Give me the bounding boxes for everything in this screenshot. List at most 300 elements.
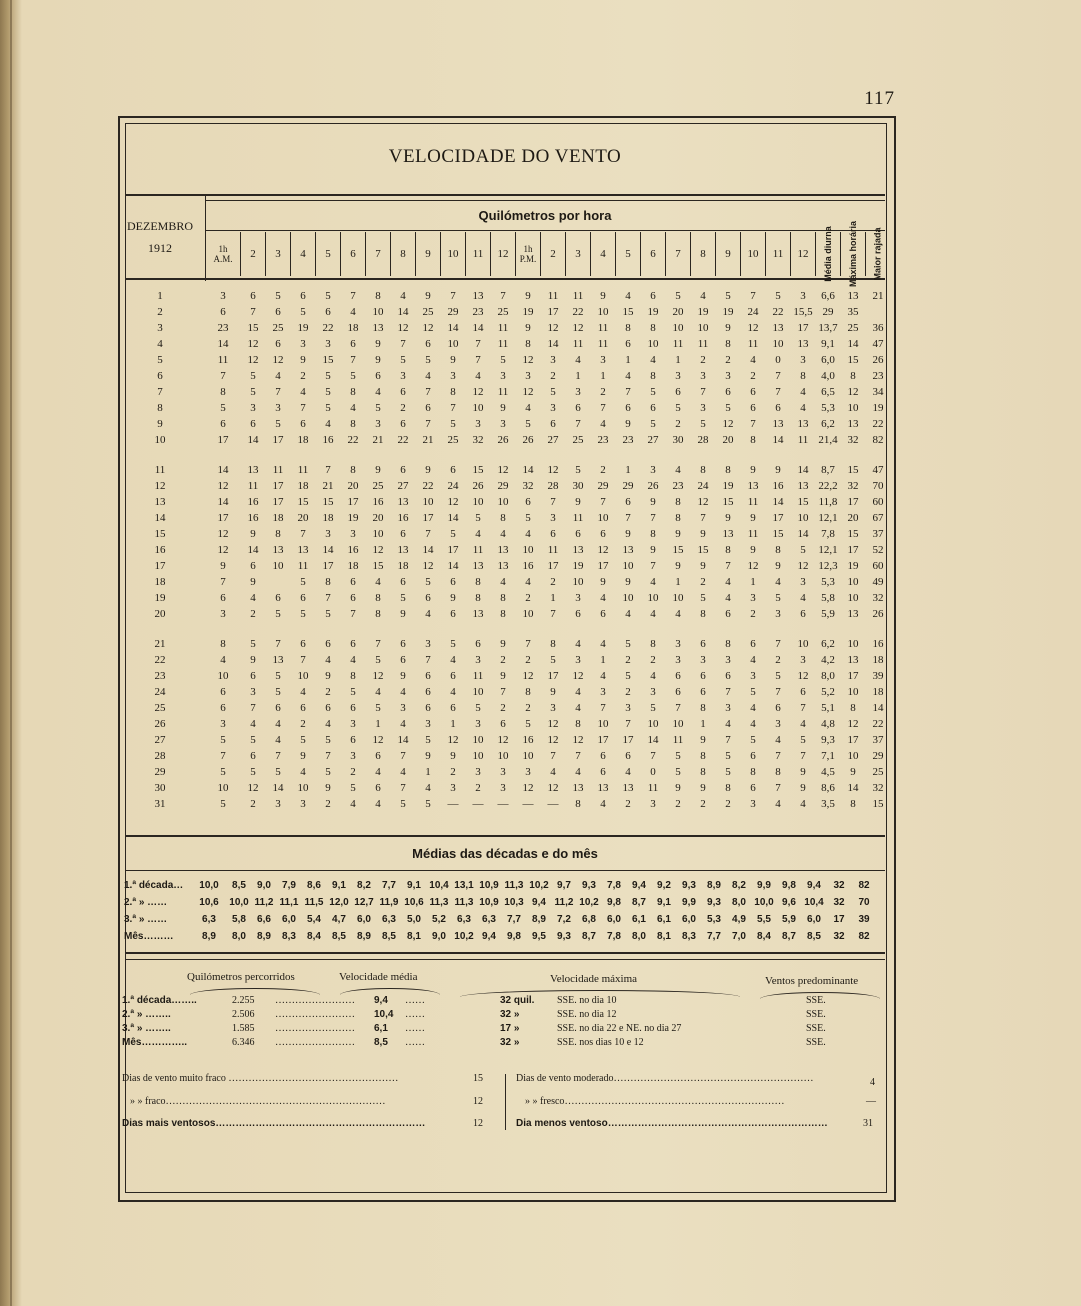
table-cell: 7: [350, 608, 356, 620]
table-cell: 36: [872, 322, 884, 334]
table-cell: 12,3: [818, 560, 838, 572]
table-cell: 0: [650, 766, 656, 778]
table-cell: 52: [872, 544, 884, 556]
table-cell: 9: [425, 464, 431, 476]
book-spine-edge: [10, 0, 12, 1306]
column-divider: [390, 232, 391, 276]
table-cell: 1: [425, 766, 431, 778]
table-cell: 6: [775, 402, 781, 414]
means-cell: 9,8: [782, 880, 796, 891]
means-cell: 10,3: [504, 897, 524, 908]
table-cell: 16: [772, 480, 784, 492]
table-cell: 7: [775, 750, 781, 762]
table-cell: 2: [475, 782, 481, 794]
table-cell: 3: [300, 798, 306, 810]
table-cell: 3: [325, 528, 331, 540]
column-divider: [415, 232, 416, 276]
table-cell: 17: [217, 512, 229, 524]
table-cell: 3: [220, 290, 226, 302]
table-cell: 5: [325, 370, 331, 382]
means-cell: 6,0: [807, 914, 821, 925]
table-cell: 9: [700, 560, 706, 572]
table-cell: 2: [725, 354, 731, 366]
table-cell: 6: [500, 718, 506, 730]
table-cell: 8: [725, 464, 731, 476]
column-divider: [340, 232, 341, 276]
table-cell: 13: [472, 290, 484, 302]
table-cell: 8: [650, 528, 656, 540]
table-cell: 11: [497, 322, 509, 334]
table-cell: 25: [847, 322, 859, 334]
table-cell: 2: [700, 354, 706, 366]
day-label: 15: [154, 528, 166, 540]
table-cell: 4,0: [821, 370, 835, 382]
day-label: 2: [157, 306, 163, 318]
table-cell: 6: [775, 702, 781, 714]
table-cell: 5: [375, 702, 381, 714]
table-cell: 14: [472, 322, 484, 334]
table-cell: 22: [347, 434, 359, 446]
table-cell: 3: [375, 418, 381, 430]
table-cell: 10: [647, 718, 659, 730]
table-cell: 15: [847, 354, 859, 366]
table-cell: 4: [250, 718, 256, 730]
table-cell: 8: [375, 290, 381, 302]
table-cell: 14: [447, 560, 459, 572]
table-cell: 6: [650, 290, 656, 302]
table-cell: 6: [325, 702, 331, 714]
table-cell: 2: [550, 370, 556, 382]
table-cell: 9: [725, 512, 731, 524]
table-cell: 10: [217, 782, 229, 794]
table-cell: 18: [872, 686, 884, 698]
means-cell: 6,3: [202, 914, 216, 925]
table-cell: 6: [400, 528, 406, 540]
table-cell: 9: [700, 528, 706, 540]
dot-leader: ……………………: [275, 1009, 355, 1020]
table-cell: 12: [547, 734, 559, 746]
table-cell: 6: [220, 686, 226, 698]
table-cell: 14: [522, 464, 534, 476]
table-cell: 5: [325, 386, 331, 398]
means-cell: 12,0: [329, 897, 349, 908]
table-cell: 5: [675, 290, 681, 302]
means-cell: 8,9: [357, 931, 371, 942]
table-cell: 10: [772, 338, 784, 350]
means-cell: 7,9: [282, 880, 296, 891]
table-cell: 12: [472, 386, 484, 398]
table-cell: 24: [747, 306, 759, 318]
table-cell: 6: [350, 702, 356, 714]
day-label: 6: [157, 370, 163, 382]
table-cell: 18: [872, 654, 884, 666]
table-cell: 14: [447, 512, 459, 524]
table-cell: 7: [300, 528, 306, 540]
table-cell: 4: [650, 354, 656, 366]
table-cell: 4: [425, 608, 431, 620]
table-cell: 23: [597, 434, 609, 446]
table-cell: 7: [450, 402, 456, 414]
table-cell: 12: [522, 354, 534, 366]
means-cell: 9,3: [707, 897, 721, 908]
table-cell: 10: [647, 592, 659, 604]
means-cell: 10,2: [454, 931, 474, 942]
means-cell: 7,8: [607, 931, 621, 942]
column-header: 9: [725, 248, 731, 260]
column-header: 8: [400, 248, 406, 260]
table-cell: 5: [525, 418, 531, 430]
column-divider: [440, 232, 441, 276]
table-cell: 18: [347, 322, 359, 334]
table-cell: 11: [697, 338, 709, 350]
table-cell: 6: [400, 654, 406, 666]
table-cell: 15: [622, 306, 634, 318]
table-cell: 4: [375, 386, 381, 398]
table-cell: 13: [772, 322, 784, 334]
table-cell: 3: [500, 370, 506, 382]
table-cell: 8: [650, 638, 656, 650]
table-cell: 3: [550, 702, 556, 714]
table-cell: 4: [750, 654, 756, 666]
table-cell: 11: [672, 338, 684, 350]
table-cell: 9: [425, 290, 431, 302]
table-cell: 4: [375, 798, 381, 810]
table-cell: 5: [550, 654, 556, 666]
table-cell: 5: [450, 418, 456, 430]
table-cell: 6: [300, 418, 306, 430]
table-cell: 13: [797, 480, 809, 492]
column-divider: [790, 232, 791, 276]
table-cell: 6: [675, 686, 681, 698]
table-cell: 4: [725, 718, 731, 730]
table-cell: 3: [575, 386, 581, 398]
table-cell: 13: [747, 480, 759, 492]
table-cell: 23: [872, 370, 884, 382]
table-cell: 7,1: [821, 750, 835, 762]
table-cell: 5: [350, 686, 356, 698]
table-cell: 10: [672, 322, 684, 334]
means-cell: 10,6: [404, 897, 424, 908]
table-cell: 14: [547, 338, 559, 350]
table-cell: 8: [575, 798, 581, 810]
table-cell: 25: [872, 766, 884, 778]
table-cell: —: [497, 798, 509, 810]
table-cell: 14: [397, 306, 409, 318]
table-cell: 1: [600, 654, 606, 666]
column-divider: [240, 232, 241, 276]
table-cell: 5: [425, 798, 431, 810]
table-cell: 10: [672, 592, 684, 604]
table-cell: 9: [250, 654, 256, 666]
table-cell: 13: [847, 654, 859, 666]
means-cell: 9,5: [532, 931, 546, 942]
column-header: 5: [625, 248, 631, 260]
header-km-percorridos: Quilómetros percorridos: [187, 971, 295, 983]
table-cell: 2: [525, 654, 531, 666]
table-cell: 7: [625, 512, 631, 524]
table-cell: 9: [525, 290, 531, 302]
table-cell: 6: [275, 306, 281, 318]
table-cell: 4: [575, 702, 581, 714]
stat-muito-fraco-label: Dias de vento muito fraco ……………………………………………: [122, 1073, 399, 1084]
table-cell: 6: [700, 670, 706, 682]
table-cell: 8: [275, 528, 281, 540]
table-cell: 5: [250, 370, 256, 382]
day-label: 19: [154, 592, 166, 604]
table-cell: 9: [300, 750, 306, 762]
table-cell: 2: [450, 766, 456, 778]
table-cell: 34: [872, 386, 884, 398]
table-cell: 14: [772, 496, 784, 508]
table-cell: 5: [750, 734, 756, 746]
table-cell: 9: [325, 670, 331, 682]
table-cell: 4: [375, 686, 381, 698]
table-cell: 8: [775, 544, 781, 556]
table-cell: 12: [247, 338, 259, 350]
table-cell: 15: [872, 798, 884, 810]
table-cell: 21: [872, 290, 884, 302]
table-cell: 3: [800, 654, 806, 666]
table-cell: 5: [300, 306, 306, 318]
table-cell: 11: [497, 338, 509, 350]
table-cell: 6: [650, 402, 656, 414]
means-cell: 11,1: [279, 897, 299, 908]
means-cell: 5,3: [707, 914, 721, 925]
table-cell: 28: [697, 434, 709, 446]
table-cell: 4: [725, 592, 731, 604]
means-cell: 9,2: [657, 880, 671, 891]
means-cell: 7,7: [507, 914, 521, 925]
table-cell: 11: [472, 670, 484, 682]
column-header: Máxima horária: [848, 220, 858, 288]
table-cell: 10: [422, 496, 434, 508]
table-cell: 8: [725, 544, 731, 556]
means-cell: 10,0: [754, 897, 774, 908]
table-cell: 47: [872, 464, 884, 476]
table-cell: 5: [500, 354, 506, 366]
table-cell: 6: [400, 576, 406, 588]
table-cell: 14: [422, 544, 434, 556]
table-cell: 8: [800, 370, 806, 382]
table-cell: 10: [472, 750, 484, 762]
table-cell: 29: [822, 306, 834, 318]
table-cell: 16: [247, 496, 259, 508]
table-cell: 1: [700, 718, 706, 730]
table-cell: 11: [217, 354, 229, 366]
table-cell: 22,2: [818, 480, 838, 492]
table-cell: 3: [800, 290, 806, 302]
table-cell: 12: [572, 670, 584, 682]
means-cell: 8,9: [257, 931, 271, 942]
means-cell: 9,9: [757, 880, 771, 891]
table-cell: 9: [550, 686, 556, 698]
means-cell: 17: [833, 914, 845, 925]
table-cell: 12,1: [818, 544, 838, 556]
means-cell: 10,9: [479, 880, 499, 891]
table-cell: 26: [472, 480, 484, 492]
means-cell: 11,9: [379, 897, 399, 908]
table-cell: 2: [350, 766, 356, 778]
table-cell: 12: [372, 670, 384, 682]
table-cell: 21: [372, 434, 384, 446]
table-cell: 18: [322, 512, 334, 524]
table-cell: 16: [322, 434, 334, 446]
table-cell: 26: [497, 434, 509, 446]
table-cell: 5: [220, 798, 226, 810]
table-cell: 5,1: [821, 702, 835, 714]
table-cell: 16: [247, 512, 259, 524]
column-header: 9: [425, 248, 431, 260]
table-cell: 3: [425, 718, 431, 730]
table-cell: 6: [275, 592, 281, 604]
table-cell: 13: [472, 560, 484, 572]
table-cell: 16: [522, 560, 534, 572]
table-cell: 5: [450, 638, 456, 650]
table-cell: 3: [500, 782, 506, 794]
table-cell: 22: [872, 418, 884, 430]
table-cell: 4: [450, 686, 456, 698]
table-cell: 6: [600, 766, 606, 778]
means-cell: 9,8: [607, 897, 621, 908]
table-cell: 12: [422, 560, 434, 572]
means-cell: 11,5: [304, 897, 324, 908]
table-cell: 9: [700, 782, 706, 794]
table-cell: 32: [522, 480, 534, 492]
column-header: 7: [375, 248, 381, 260]
table-cell: 23: [672, 480, 684, 492]
table-cell: 3: [650, 798, 656, 810]
table-cell: 15,5: [793, 306, 813, 318]
column-header: 10: [747, 248, 759, 260]
table-cell: 6: [220, 592, 226, 604]
table-cell: 15: [847, 528, 859, 540]
table-cell: 13: [497, 544, 509, 556]
means-cell: 7,7: [707, 931, 721, 942]
table-cell: 5: [250, 386, 256, 398]
means-cell: 8,7: [782, 931, 796, 942]
table-cell: 3: [425, 638, 431, 650]
table-cell: 2: [300, 370, 306, 382]
table-cell: 4: [500, 576, 506, 588]
table-cell: 6: [750, 782, 756, 794]
means-cell: 9,7: [557, 880, 571, 891]
table-cell: 8: [450, 386, 456, 398]
table-cell: 6: [250, 670, 256, 682]
table-cell: 13: [847, 608, 859, 620]
column-header: 3: [575, 248, 581, 260]
table-cell: 2: [550, 576, 556, 588]
table-cell: 14: [872, 702, 884, 714]
table-cell: 4: [250, 592, 256, 604]
means-cell: 5,0: [407, 914, 421, 925]
table-cell: 12: [397, 322, 409, 334]
table-cell: 9: [425, 750, 431, 762]
table-cell: 13: [297, 544, 309, 556]
table-cell: 3: [775, 608, 781, 620]
table-cell: 4: [300, 766, 306, 778]
table-cell: 5: [675, 750, 681, 762]
means-cell: 11,3: [454, 897, 474, 908]
table-cell: 6: [750, 402, 756, 414]
table-cell: 8: [750, 434, 756, 446]
table-cell: 15: [247, 322, 259, 334]
table-cell: 5: [300, 734, 306, 746]
units-header: Quilómetros por hora: [478, 208, 612, 223]
table-cell: 14: [847, 338, 859, 350]
table-cell: 4: [575, 638, 581, 650]
table-cell: 3: [475, 418, 481, 430]
table-cell: 6: [375, 370, 381, 382]
table-cell: 9: [625, 576, 631, 588]
table-cell: 9: [725, 322, 731, 334]
table-cell: 3: [450, 370, 456, 382]
table-cell: 5: [275, 608, 281, 620]
table-cell: 4,5: [821, 766, 835, 778]
table-cell: 9: [250, 528, 256, 540]
table-cell: 6: [675, 386, 681, 398]
column-divider: [740, 232, 741, 276]
table-cell: 8: [850, 798, 856, 810]
table-cell: 7: [600, 402, 606, 414]
means-cell: 11,2: [554, 897, 574, 908]
table-cell: 7: [750, 290, 756, 302]
table-cell: 15: [472, 464, 484, 476]
table-cell: 3: [500, 418, 506, 430]
table-cell: 14: [797, 464, 809, 476]
table-cell: 11: [247, 480, 259, 492]
table-cell: 9: [750, 464, 756, 476]
table-cell: 7: [475, 338, 481, 350]
day-label: 24: [154, 686, 166, 698]
table-cell: 13: [497, 560, 509, 572]
decorative-flourish: [190, 988, 320, 995]
table-cell: 8: [350, 670, 356, 682]
means-cell: 11,3: [504, 880, 524, 891]
means-cell: 8,5: [332, 931, 346, 942]
table-cell: 8,7: [821, 464, 835, 476]
means-cell: 8,7: [632, 897, 646, 908]
dot-leader: ……: [405, 1037, 425, 1048]
header-rule: [125, 278, 885, 280]
column-header: Média diurna: [823, 226, 834, 282]
table-cell: 7: [550, 750, 556, 762]
table-cell: 4: [425, 370, 431, 382]
table-cell: 9: [625, 528, 631, 540]
stat-fraco-value: 12: [473, 1096, 483, 1107]
table-cell: 7: [525, 638, 531, 650]
table-cell: 5: [625, 638, 631, 650]
table-cell: 4: [425, 782, 431, 794]
column-divider: [840, 232, 841, 276]
table-cell: 3: [525, 766, 531, 778]
table-cell: 5,9: [821, 608, 835, 620]
table-cell: 4: [550, 766, 556, 778]
table-cell: 5: [350, 370, 356, 382]
table-cell: 7: [400, 338, 406, 350]
summary-predominante: SSE.: [806, 1009, 826, 1020]
table-cell: 2: [725, 798, 731, 810]
table-cell: 6: [425, 338, 431, 350]
table-cell: 20: [297, 512, 309, 524]
table-cell: 7: [220, 576, 226, 588]
table-cell: 4: [625, 370, 631, 382]
day-label: 14: [154, 512, 166, 524]
table-cell: 5: [250, 766, 256, 778]
table-cell: 6: [425, 670, 431, 682]
table-cell: 26: [522, 434, 534, 446]
table-cell: 35: [847, 306, 859, 318]
table-cell: 14: [772, 434, 784, 446]
